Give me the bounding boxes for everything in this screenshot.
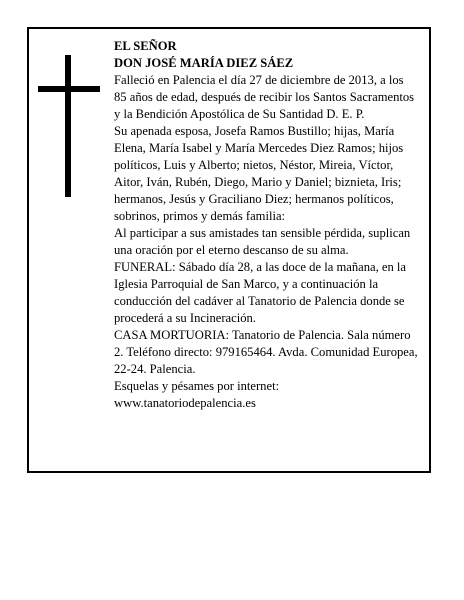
- internet-condolences: Esquelas y pésames por internet: www.tanatoriodepalencia.es: [114, 379, 280, 410]
- death-announcement: Falleció en Palencia el día 27 de diciembre de 2013, a los 85 años de edad, después de recibir los Santos Sacramentos y la Bendición Apostólica de Su Santidad D. E. P.: [114, 73, 415, 121]
- mortuary-info: CASA MORTUORIA: Tanatorio de Palencia. Sala número 2. Teléfono directo: 979165464. Avda. Comunidad Europea, 22-24. Palencia.: [114, 328, 418, 376]
- funeral-info: FUNERAL: Sábado día 28, a las doce de la mañana, en la Iglesia Parroquial de San Marco, y a continuación la conducción del cadáver al Tanatorio de Palencia donde se procederá a su Incineración.: [114, 260, 407, 325]
- cross-horizontal-bar: [38, 86, 100, 92]
- family-list: Su apenada esposa, Josefa Ramos Bustillo; hijas, María Elena, María Isabel y María Mercedes Diez Ramos; hijos políticos, Luis y Alberto; nietos, Néstor, Mireia, Víctor, Aitor, Iván, Rubén, Diego, Mario y Daniel; biznieta, Iris; hermanos, Jesús y Graciliano Diez; hermanos políticos, sobrinos, primos y demás familia:: [114, 124, 404, 223]
- cross-vertical-bar: [65, 55, 71, 197]
- prayer-request: Al participar a sus amistades tan sensible pérdida, suplican una oración por el eterno descanso de su alma.: [114, 226, 411, 257]
- title-line-1: EL SEÑOR: [114, 39, 177, 53]
- obituary-text: [114, 38, 418, 412]
- deceased-name: DON JOSÉ MARÍA DIEZ SÁEZ: [114, 56, 294, 70]
